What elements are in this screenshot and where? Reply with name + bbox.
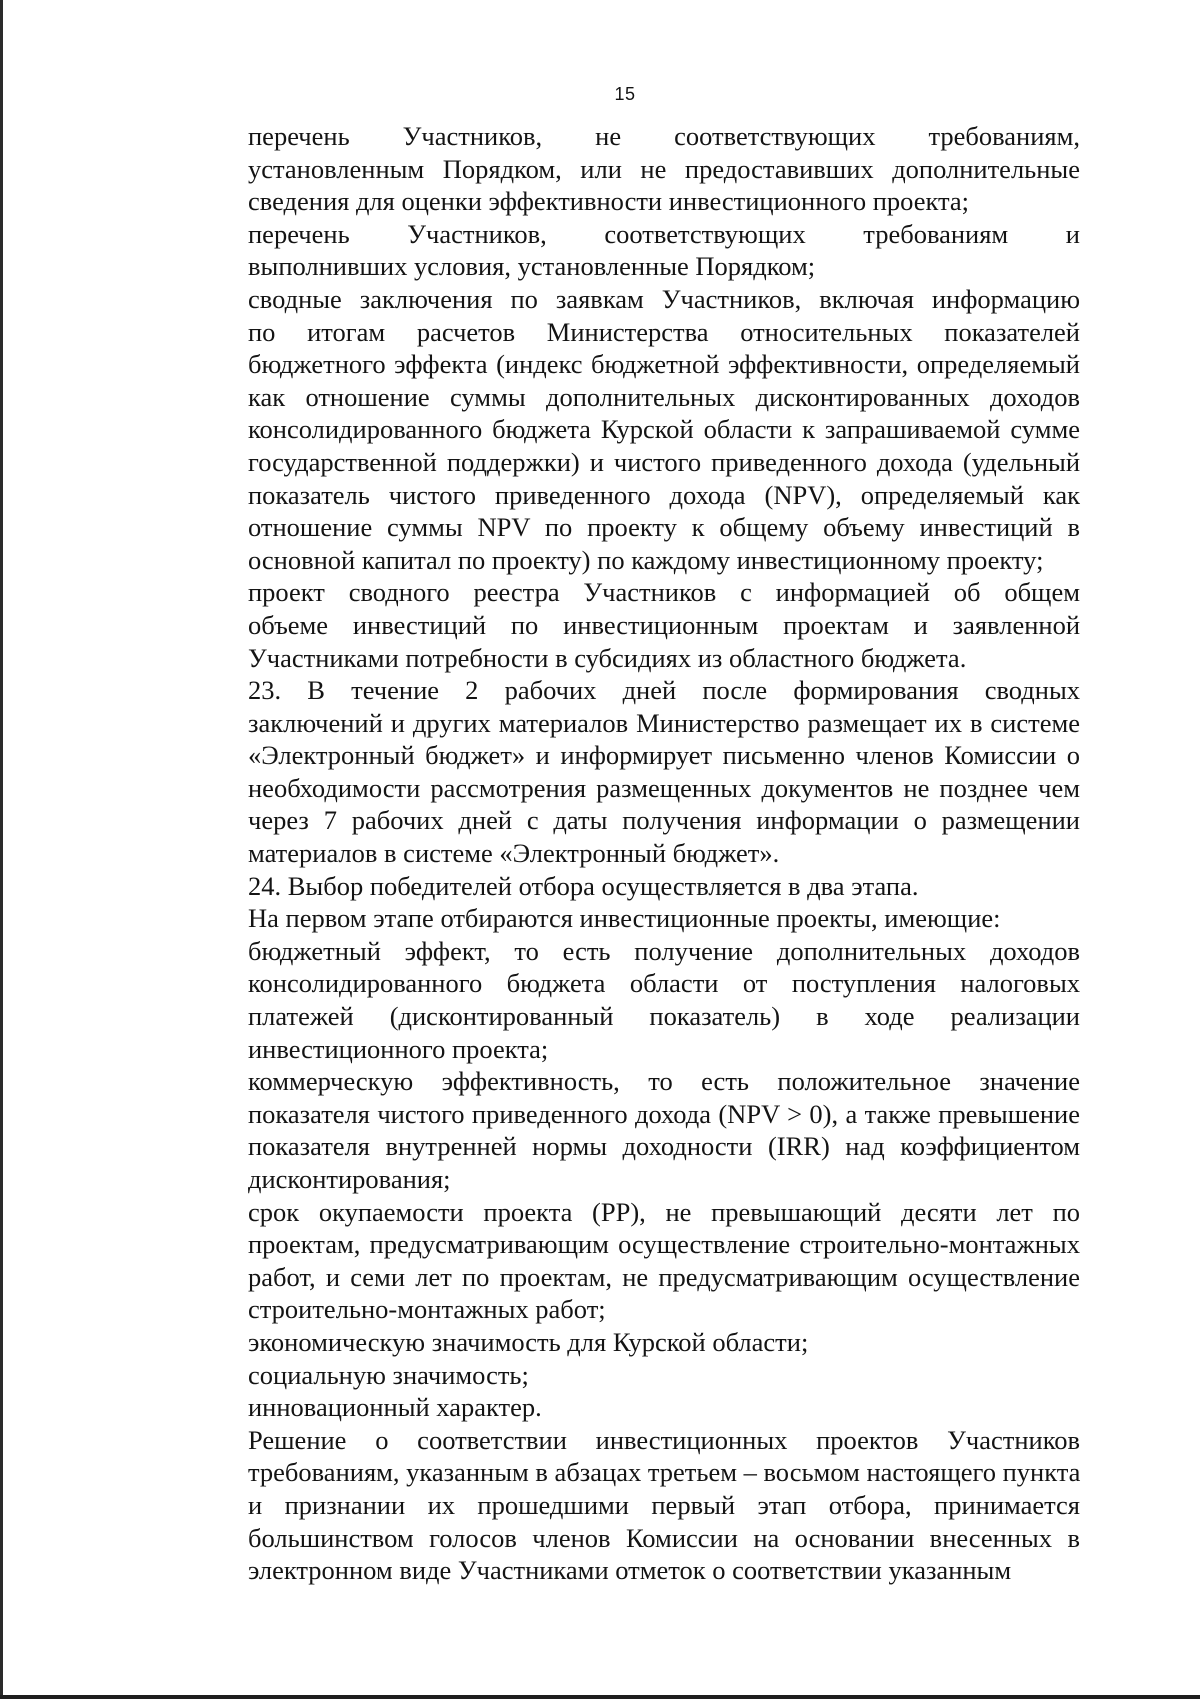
- text-line: показателя внутренней нормы доходности (IRR) над коэффициентом: [248, 1131, 1080, 1162]
- text-line: 23. В течение 2 рабочих дней после формирования сводных: [248, 675, 1080, 706]
- text-line: материалов в системе «Электронный бюджет».: [248, 838, 780, 869]
- text-line: Участниками потребности в субсидиях из областного бюджета.: [248, 642, 967, 673]
- text-line: проектам, предусматривающим осуществление строительно-монтажных: [248, 1229, 1080, 1260]
- scan-edge-bottom: [0, 1695, 1200, 1699]
- text-line: дисконтирования;: [248, 1164, 451, 1194]
- text-line: срок окупаемости проекта (PP), не превышающий десяти лет по: [248, 1196, 1080, 1227]
- paragraph-p3: [176, 283, 1080, 576]
- text-line: На первом этапе отбираются инвестиционные проекты, имеющие:: [248, 903, 1001, 934]
- paragraph-p11: [176, 1326, 1080, 1359]
- text-line: сводные заключения по заявкам Участников, включая информацию: [248, 283, 1080, 314]
- text-line: платежей (дисконтированный показатель) в ходе реализации: [248, 1001, 1080, 1032]
- text-line: большинством голосов членов Комиссии на основании внесенных в: [248, 1522, 1080, 1553]
- text-line: бюджетного эффекта (индекс бюджетной эффективности, определяемый: [248, 349, 1080, 380]
- paragraph-p6: [176, 870, 1080, 903]
- text-line: сведения для оценки эффективности инвестиционного проекта;: [248, 186, 970, 217]
- text-line: заключений и других материалов Министерство размещает их в системе: [248, 707, 1080, 738]
- text-line: требованиям, указанным в абзацах третьем – восьмом настоящего пункта: [248, 1457, 1081, 1488]
- paragraph-p9: [176, 1065, 1080, 1195]
- text-line: Решение о соответствии инвестиционных проектов Участников: [248, 1424, 1080, 1455]
- paragraph-p13: [176, 1391, 1080, 1424]
- text-line: как отношение суммы дополнительных дисконтированных доходов: [248, 381, 1080, 412]
- paragraph-p4: [176, 576, 1080, 674]
- text-line: 24. Выбор победителей отбора осуществляется в два этапа.: [248, 870, 919, 901]
- text-line: выполнивших условия, установленные Порядком;: [248, 251, 816, 282]
- text-line: и признании их прошедшими первый этап отбора, принимается: [248, 1489, 1080, 1520]
- text-line: установленным Порядком, или не предоставивших дополнительные: [248, 153, 1080, 184]
- paragraph-p7: [176, 902, 1080, 935]
- text-line: государственной поддержки) и чистого приведенного дохода (удельный: [248, 446, 1080, 477]
- text-line: «Электронный бюджет» и информирует письменно членов Комиссии о: [248, 740, 1080, 771]
- text-line: необходимости рассмотрения размещенных документов не позднее чем: [248, 772, 1080, 803]
- paragraph-p14: [176, 1424, 1080, 1587]
- text-line: отношение суммы NPV по проекту к общему объему инвестиций в: [248, 512, 1080, 543]
- text-line: бюджетный эффект, то есть получение дополнительных доходов: [248, 935, 1080, 966]
- text-line: консолидированного бюджета Курской области к запрашиваемой сумме: [248, 414, 1080, 445]
- text-line: инвестиционного проекта;: [248, 1033, 549, 1064]
- paragraph-p8: [176, 935, 1080, 1065]
- text-line: коммерческую эффективность, то есть положительное значение: [248, 1066, 1080, 1097]
- text-line: показатель чистого приведенного дохода (NPV), определяемый как: [248, 479, 1080, 510]
- paragraph-p2: [176, 218, 1080, 283]
- text-line: перечень Участников, не соответствующих требованиям,: [248, 121, 1080, 151]
- paragraph-p1: [176, 120, 1080, 218]
- text-line: работ, и семи лет по проектам, не предусматривающим осуществление: [248, 1261, 1080, 1292]
- text-line: показателя чистого приведенного дохода (NPV > 0), а также превышение: [248, 1098, 1080, 1129]
- paragraph-p10: [176, 1196, 1080, 1326]
- paragraph-p12: [176, 1359, 1080, 1392]
- document-body: [176, 120, 1080, 1587]
- page-number: 15: [614, 84, 636, 104]
- text-line: проект сводного реестра Участников с информацией об общем: [248, 577, 1080, 608]
- text-line: через 7 рабочих дней с даты получения информации о размещении: [248, 805, 1080, 836]
- text-line: строительно-монтажных работ;: [248, 1294, 606, 1325]
- paragraph-p5: [176, 674, 1080, 870]
- text-line: социальную значимость;: [248, 1359, 529, 1390]
- text-line: объеме инвестиций по инвестиционным проектам и заявленной: [248, 609, 1080, 640]
- text-line: экономическую значимость для Курской области;: [248, 1326, 809, 1357]
- text-line: перечень Участников, соответствующих требованиям и: [248, 218, 1080, 249]
- text-line: электронном виде Участниками отметок о соответствии указанным: [248, 1555, 1012, 1586]
- text-line: консолидированного бюджета области от поступления налоговых: [248, 968, 1080, 999]
- text-line: основной капитал по проекту) по каждому инвестиционному проекту;: [248, 544, 1044, 575]
- scan-edge-left: [0, 0, 3, 1699]
- text-line: по итогам расчетов Министерства относительных показателей: [248, 316, 1080, 347]
- text-line: инновационный характер.: [248, 1392, 542, 1423]
